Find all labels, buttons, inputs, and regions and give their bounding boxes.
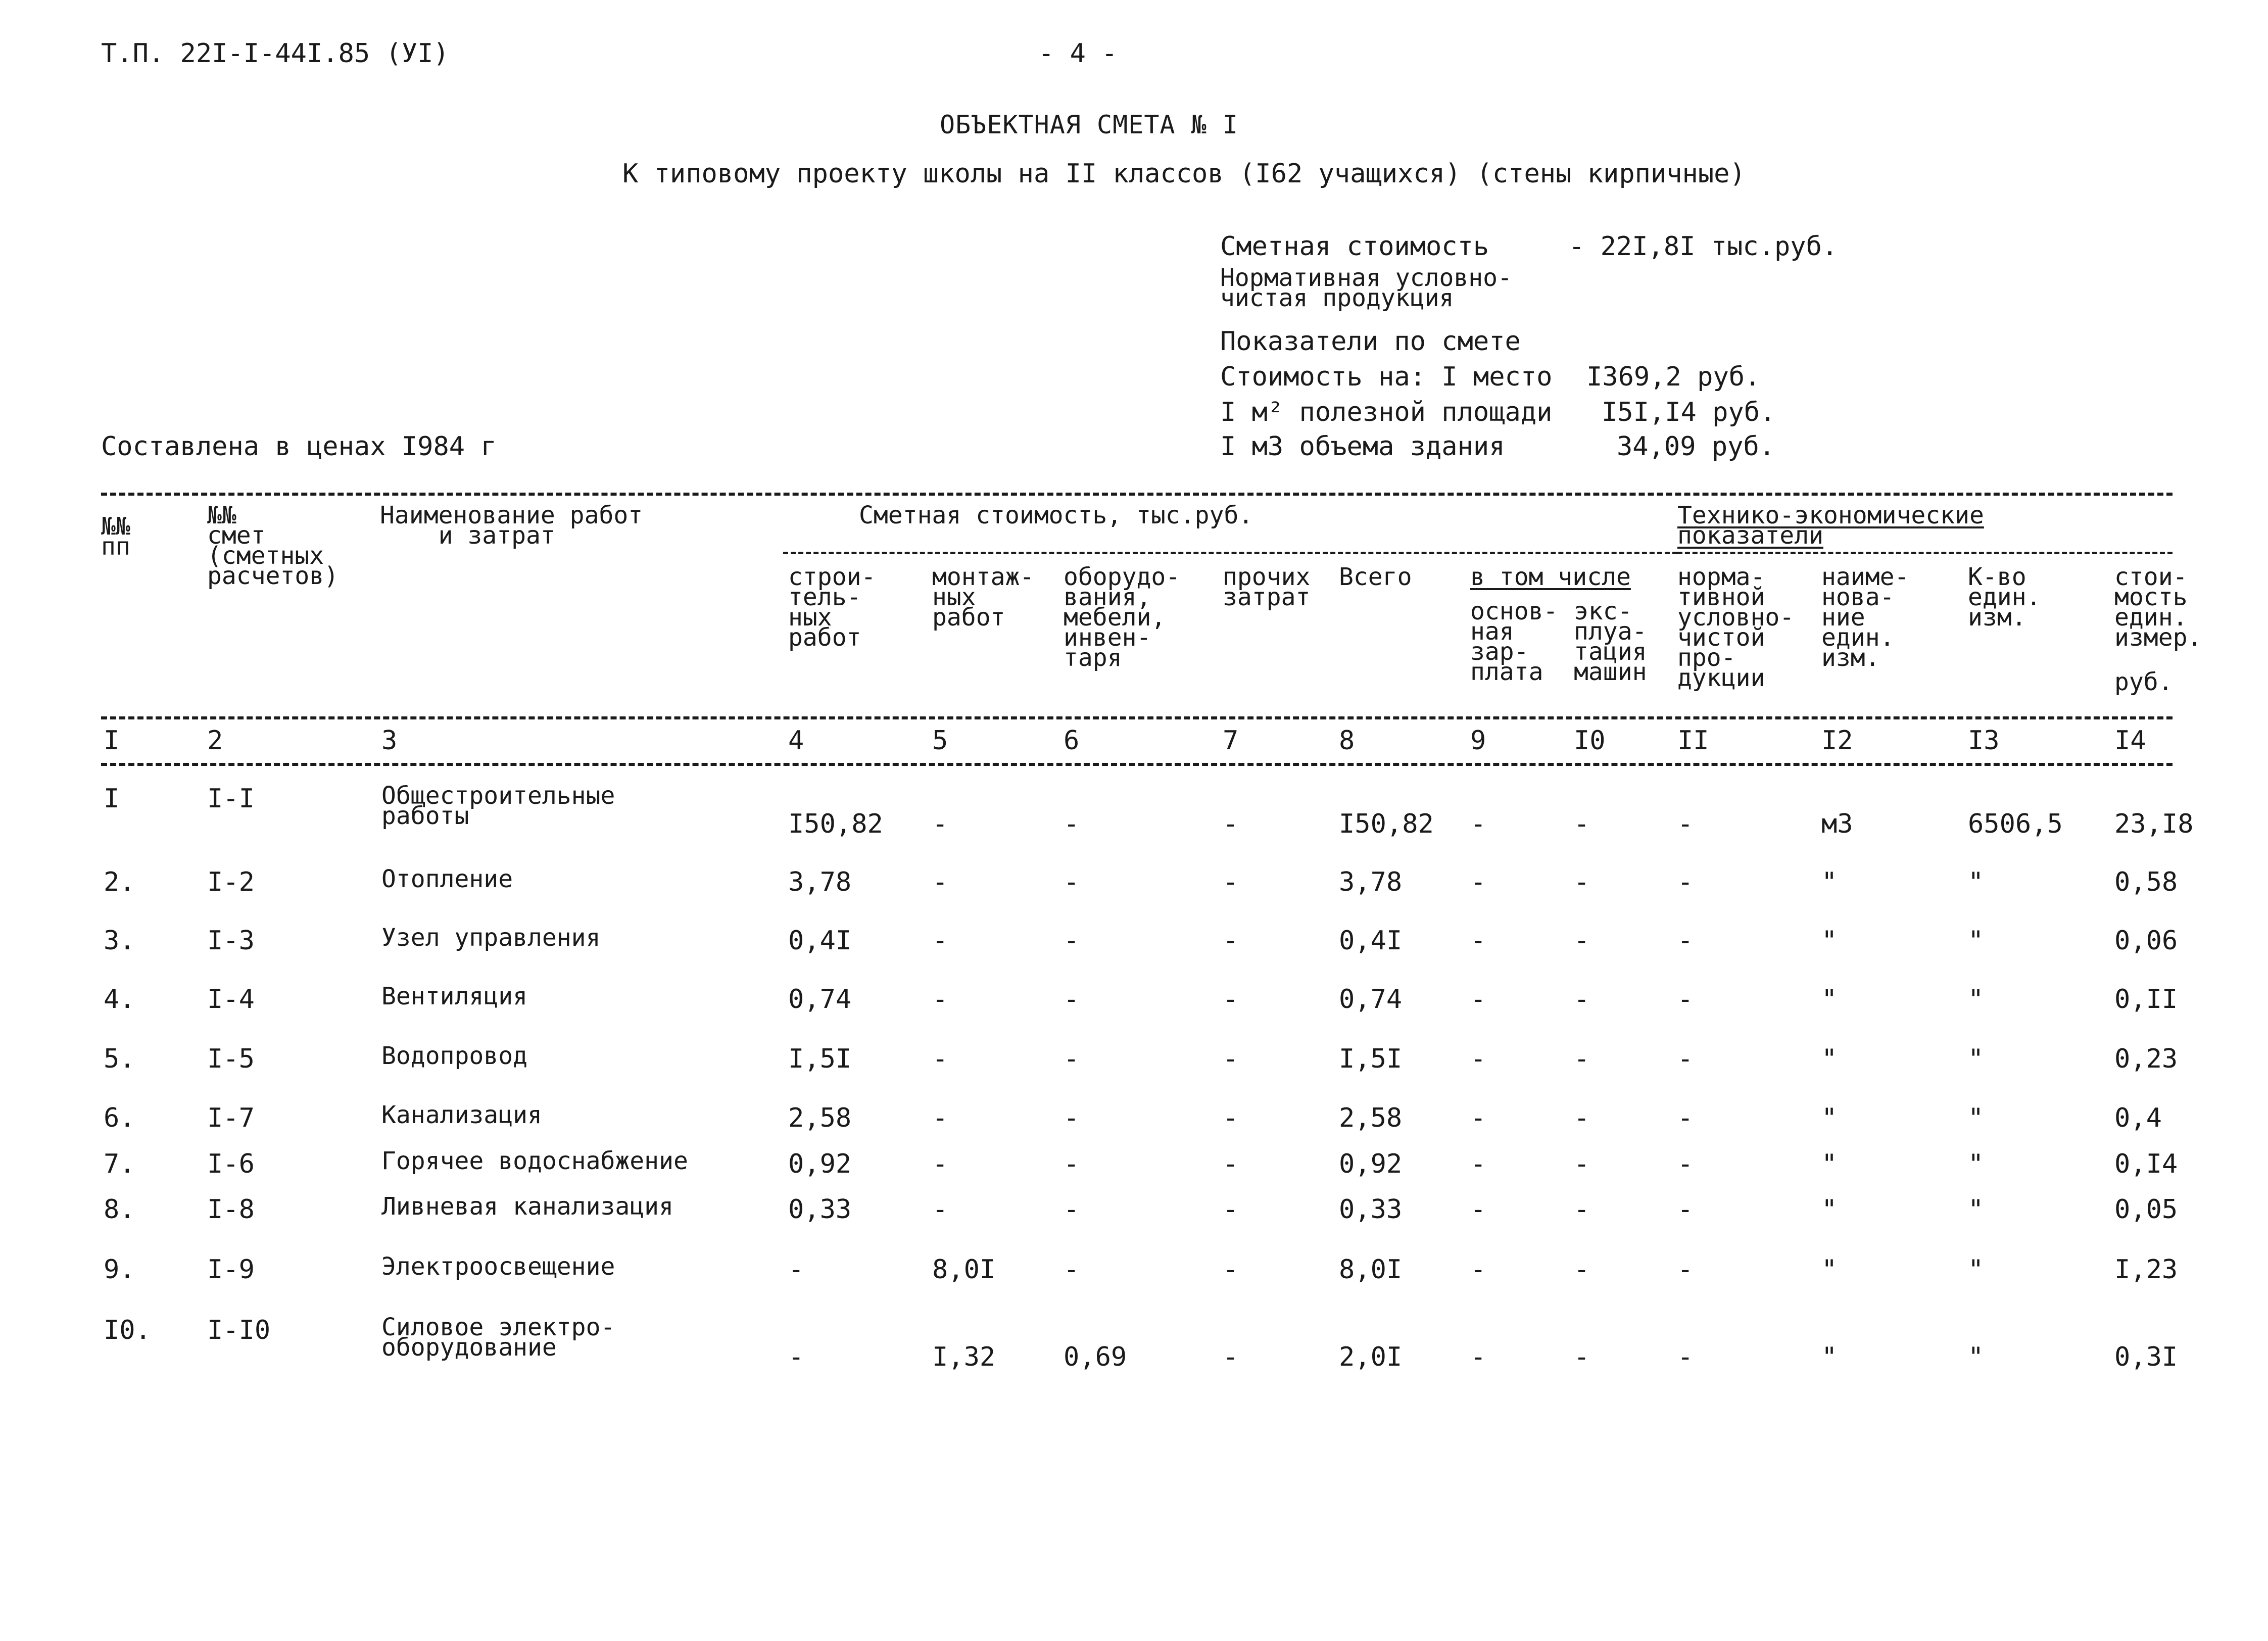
summary-per-m3-value: 34,09 руб. [1617,431,1775,462]
machine-operation: - [1574,867,1590,897]
column-number: I [104,726,120,756]
header-base-salary: основ- ная зар- плата [1470,597,1558,686]
unit-quantity: " [1968,867,1984,897]
machine-operation: - [1574,1194,1590,1225]
column-number: I4 [2114,726,2146,756]
installation-cost: - [932,984,948,1015]
equipment-cost: - [1064,1194,1080,1225]
document-code: Т.П. 22I-I-44I.85 (УI) [101,38,449,69]
work-name: Силовое электро- оборудование [381,1313,615,1362]
machine-operation: - [1574,984,1590,1015]
summary-per-m2-label: I м² полезной площади [1220,397,1553,427]
other-cost: - [1223,1103,1239,1133]
normative-product: - [1677,809,1694,839]
other-cost: - [1223,809,1239,839]
unit-name: " [1821,1149,1838,1179]
column-number: I3 [1968,726,2000,756]
normative-product: - [1677,984,1694,1015]
header-bottom-rule [101,716,2173,719]
other-cost: - [1223,867,1239,897]
construction-cost: - [788,1342,804,1372]
unit-name: " [1821,1254,1838,1285]
machine-operation: - [1574,1044,1590,1074]
base-salary: - [1470,1044,1486,1074]
unit-name: " [1821,1194,1838,1225]
estimate-number: I-6 [207,1149,255,1179]
other-cost: - [1223,1254,1239,1285]
total-cost: 2,58 [1339,1103,1403,1133]
normative-product: - [1677,1044,1694,1074]
total-cost: 0,33 [1339,1194,1403,1225]
base-salary: - [1470,1194,1486,1225]
base-salary: - [1470,1103,1486,1133]
estimate-number: I-7 [207,1103,255,1133]
row-number: I0. [104,1315,151,1345]
header-normative: норма- тивной условно- чистой про- дукции [1677,563,1795,692]
machine-operation: - [1574,926,1590,956]
work-name: Вентиляция [381,982,527,1010]
other-cost: - [1223,984,1239,1015]
header-no: №№ пп [101,512,130,561]
construction-cost: I50,82 [788,809,883,839]
normative-product: - [1677,1149,1694,1179]
equipment-cost: - [1064,1044,1080,1074]
summary-per-m3-label: I м3 объема здания [1220,431,1505,462]
column-number: 6 [1064,726,1080,756]
unit-name: " [1821,984,1838,1015]
unit-name: м3 [1821,809,1853,839]
header-unit-cost-rub: руб. [2114,668,2173,696]
construction-cost: 0,4I [788,926,852,956]
installation-cost: - [932,1149,948,1179]
header-unit-qty: К-во един. изм. [1968,563,2041,632]
normative-product: - [1677,1103,1694,1133]
other-cost: - [1223,926,1239,956]
row-number: 6. [104,1103,135,1133]
construction-cost: 2,58 [788,1103,852,1133]
header-name: Наименование работ и затрат [380,501,643,550]
construction-cost: 0,33 [788,1194,852,1225]
unit-name: " [1821,1044,1838,1074]
header-installation: монтаж- ных работ [932,563,1035,632]
other-cost: - [1223,1149,1239,1179]
installation-cost: 8,0I [932,1254,996,1285]
header-equipment: оборудо- вания, мебели, инвен- таря [1064,563,1181,672]
unit-quantity: " [1968,1194,1984,1225]
document-subtitle: К типовому проекту школы на II классов (I62 учащихся) (стены кирпичные) [622,159,1746,189]
normative-product: - [1677,1254,1694,1285]
unit-cost: 0,4 [2114,1103,2162,1133]
column-number: 7 [1223,726,1239,756]
header-unit-name: наиме- нова- ние един. изм. [1821,563,1909,672]
estimate-number: I-3 [207,926,255,956]
base-salary: - [1470,867,1486,897]
base-salary: - [1470,1254,1486,1285]
installation-cost: - [932,1103,948,1133]
total-cost: 2,0I [1339,1342,1403,1372]
unit-quantity: " [1968,1254,1984,1285]
row-number: 3. [104,926,135,956]
column-number: 2 [207,726,223,756]
unit-cost: 0,58 [2114,867,2178,897]
total-cost: 0,74 [1339,984,1403,1015]
unit-cost: 0,05 [2114,1194,2178,1225]
header-other: прочих затрат [1223,563,1311,611]
summary-per-m2-value: I5I,I4 руб. [1602,397,1776,427]
page-number: - 4 - [1038,38,1118,69]
header-cost-group: Сметная стоимость, тыс.руб. [859,501,1253,529]
estimate-number: I-8 [207,1194,255,1225]
construction-cost: - [788,1254,804,1285]
construction-cost: I,5I [788,1044,852,1074]
machine-operation: - [1574,809,1590,839]
total-cost: 3,78 [1339,867,1403,897]
header-including: в том числе [1470,563,1631,591]
column-number: 3 [381,726,398,756]
header-construction: строи- тель- ных работ [788,563,876,652]
total-cost: I,5I [1339,1044,1403,1074]
unit-quantity: " [1968,1342,1984,1372]
unit-quantity: " [1968,1149,1984,1179]
construction-cost: 3,78 [788,867,852,897]
work-name: Общестроительные работы [381,782,615,830]
estimate-number: I-I [207,784,255,814]
row-number: 7. [104,1149,135,1179]
other-cost: - [1223,1194,1239,1225]
estimate-number: I-2 [207,867,255,897]
installation-cost: - [932,867,948,897]
unit-cost: 23,I8 [2114,809,2194,839]
column-numbers-rule [101,763,2173,766]
row-number: I [104,784,120,814]
equipment-cost: 0,69 [1064,1342,1127,1372]
base-salary: - [1470,1149,1486,1179]
total-cost: I50,82 [1339,809,1434,839]
unit-name: " [1821,1342,1838,1372]
table-top-rule [101,493,2173,496]
base-salary: - [1470,984,1486,1015]
header-machines: экс- плуа- тация машин [1574,597,1647,686]
work-name: Ливневая канализация [381,1192,673,1221]
machine-operation: - [1574,1149,1590,1179]
cost-group-rule [783,552,1677,554]
work-name: Электроосвещение [381,1252,615,1281]
row-number: 4. [104,984,135,1015]
installation-cost: - [932,926,948,956]
header-unit-cost: стои- мость един. измер. [2114,563,2202,652]
work-name: Отопление [381,865,513,893]
total-cost: 0,4I [1339,926,1403,956]
document-title: ОБЪЕКТНАЯ СМЕТА № I [940,110,1238,139]
equipment-cost: - [1064,1103,1080,1133]
installation-cost: I,32 [932,1342,996,1372]
construction-cost: 0,92 [788,1149,852,1179]
unit-cost: 0,3I [2114,1342,2178,1372]
base-salary: - [1470,926,1486,956]
normative-product: - [1677,1342,1694,1372]
summary-normative-label: Нормативная условно- чистая продукция [1220,264,1512,312]
equipment-cost: - [1064,984,1080,1015]
header-tech-group: Технико-экономические показатели [1677,501,1984,550]
work-name: Горячее водоснабжение [381,1147,688,1175]
row-number: 5. [104,1044,135,1074]
prices-note: Составлена в ценах I984 г [101,431,497,462]
column-number: I2 [1821,726,1853,756]
estimate-number: I-I0 [207,1315,271,1345]
machine-operation: - [1574,1342,1590,1372]
unit-cost: 0,I4 [2114,1149,2178,1179]
machine-operation: - [1574,1254,1590,1285]
column-number: 4 [788,726,804,756]
work-name: Узел управления [381,924,601,952]
equipment-cost: - [1064,1254,1080,1285]
tech-group-rule [1677,552,2173,554]
unit-cost: 0,II [2114,984,2178,1015]
unit-quantity: " [1968,926,1984,956]
equipment-cost: - [1064,809,1080,839]
installation-cost: - [932,1194,948,1225]
row-number: 8. [104,1194,135,1225]
unit-cost: I,23 [2114,1254,2178,1285]
equipment-cost: - [1064,1149,1080,1179]
summary-cost-value: - 22I,8I тыс.руб. [1569,231,1838,262]
column-number: 9 [1470,726,1486,756]
column-number: I0 [1574,726,1606,756]
summary-indicators-label: Показатели по смете [1220,326,1521,357]
work-name: Водопровод [381,1042,527,1070]
unit-quantity: " [1968,1103,1984,1133]
row-number: 9. [104,1254,135,1285]
installation-cost: - [932,1044,948,1074]
other-cost: - [1223,1044,1239,1074]
installation-cost: - [932,809,948,839]
base-salary: - [1470,809,1486,839]
estimate-number: I-5 [207,1044,255,1074]
machine-operation: - [1574,1103,1590,1133]
unit-cost: 0,06 [2114,926,2178,956]
summary-per-place-value: I369,2 руб. [1586,362,1761,392]
total-cost: 8,0I [1339,1254,1403,1285]
column-number: 8 [1339,726,1355,756]
unit-quantity: 6506,5 [1968,809,2063,839]
header-total: Всего [1339,563,1412,591]
row-number: 2. [104,867,135,897]
summary-cost-label: Сметная стоимость [1220,231,1489,262]
base-salary: - [1470,1342,1486,1372]
other-cost: - [1223,1342,1239,1372]
unit-quantity: " [1968,984,1984,1015]
unit-cost: 0,23 [2114,1044,2178,1074]
column-number: 5 [932,726,948,756]
estimate-number: I-4 [207,984,255,1015]
normative-product: - [1677,1194,1694,1225]
unit-name: " [1821,867,1838,897]
column-number: II [1677,726,1709,756]
equipment-cost: - [1064,867,1080,897]
unit-name: " [1821,1103,1838,1133]
unit-quantity: " [1968,1044,1984,1074]
normative-product: - [1677,926,1694,956]
unit-name: " [1821,926,1838,956]
work-name: Канализация [381,1101,542,1129]
total-cost: 0,92 [1339,1149,1403,1179]
construction-cost: 0,74 [788,984,852,1015]
estimate-number: I-9 [207,1254,255,1285]
normative-product: - [1677,867,1694,897]
header-estimates: №№ смет (сметных расчетов) [207,501,339,590]
equipment-cost: - [1064,926,1080,956]
summary-per-place-label: Стоимость на: I место [1220,362,1553,392]
